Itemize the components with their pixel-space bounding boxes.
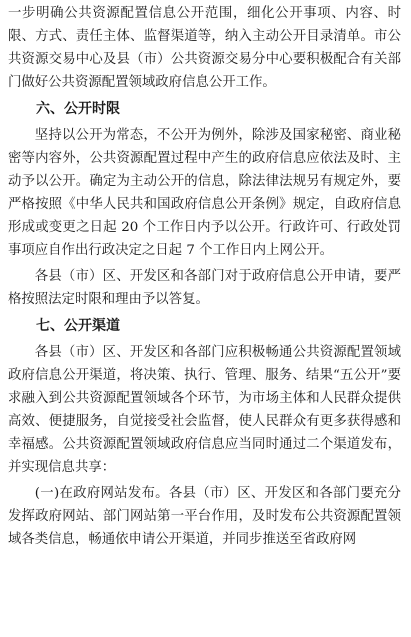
paragraph-government-website: (一)在政府网站发布。各县（市）区、开发区和各部门要充分发挥政府网站、部门网站第一平台作用，及时发布公共资源配置领域各类信息，畅通依申请公开渠道，并同步推送至省政府网 <box>8 486 401 547</box>
paragraph-disclosure-channels: 各县（市）区、开发区和各部门应积极畅通公共资源配置领域政府信息公开渠道，将决策、执行、管理、服务、结果“五公开”要求融入到公共资源配置领域各个环节，为市场主体和人民群众提供高效、便捷服务，自觉接受社会监督，使人民群众有更多获得感和幸福感。公共资源配置领域政府信息应当同时通过二个渠道发布，并实现信息共享： <box>8 345 401 475</box>
paragraph-application-reply: 各县（市）区、开发区和各部门对于政府信息公开申请，要严格按照法定时限和理由予以答复。 <box>8 269 401 307</box>
section-heading-seven: 七、公开渠道 <box>36 318 120 334</box>
paragraph-disclosure-deadline: 坚持以公开为常态，不公开为例外，除涉及国家秘密、商业秘密等内容外，公共资源配置过程中产生的政府信息应依法及时、主动予以公开。确定为主动公开的信息，除法律法规另有规定外，要严格按照《中华人民共和国政府信息公开条例》规定，自政府信息形成或变更之日起 20 个工作日内予以公开。行政许可、行政处罚事项应自作出行政决定之日起 7 个工作日内上网公开。 <box>8 128 401 258</box>
section-heading-six: 六、公开时限 <box>36 101 120 117</box>
paragraph-continuation: 一步明确公共资源配置信息公开范围，细化公开事项、内容、时限、方式、责任主体、监督渠道等，纳入主动公开目录清单。市公共资源交易中心及县（市）公共资源交易分中心要积极配合有关部门做好公共资源配置领域政府信息公开工作。 <box>8 6 401 90</box>
